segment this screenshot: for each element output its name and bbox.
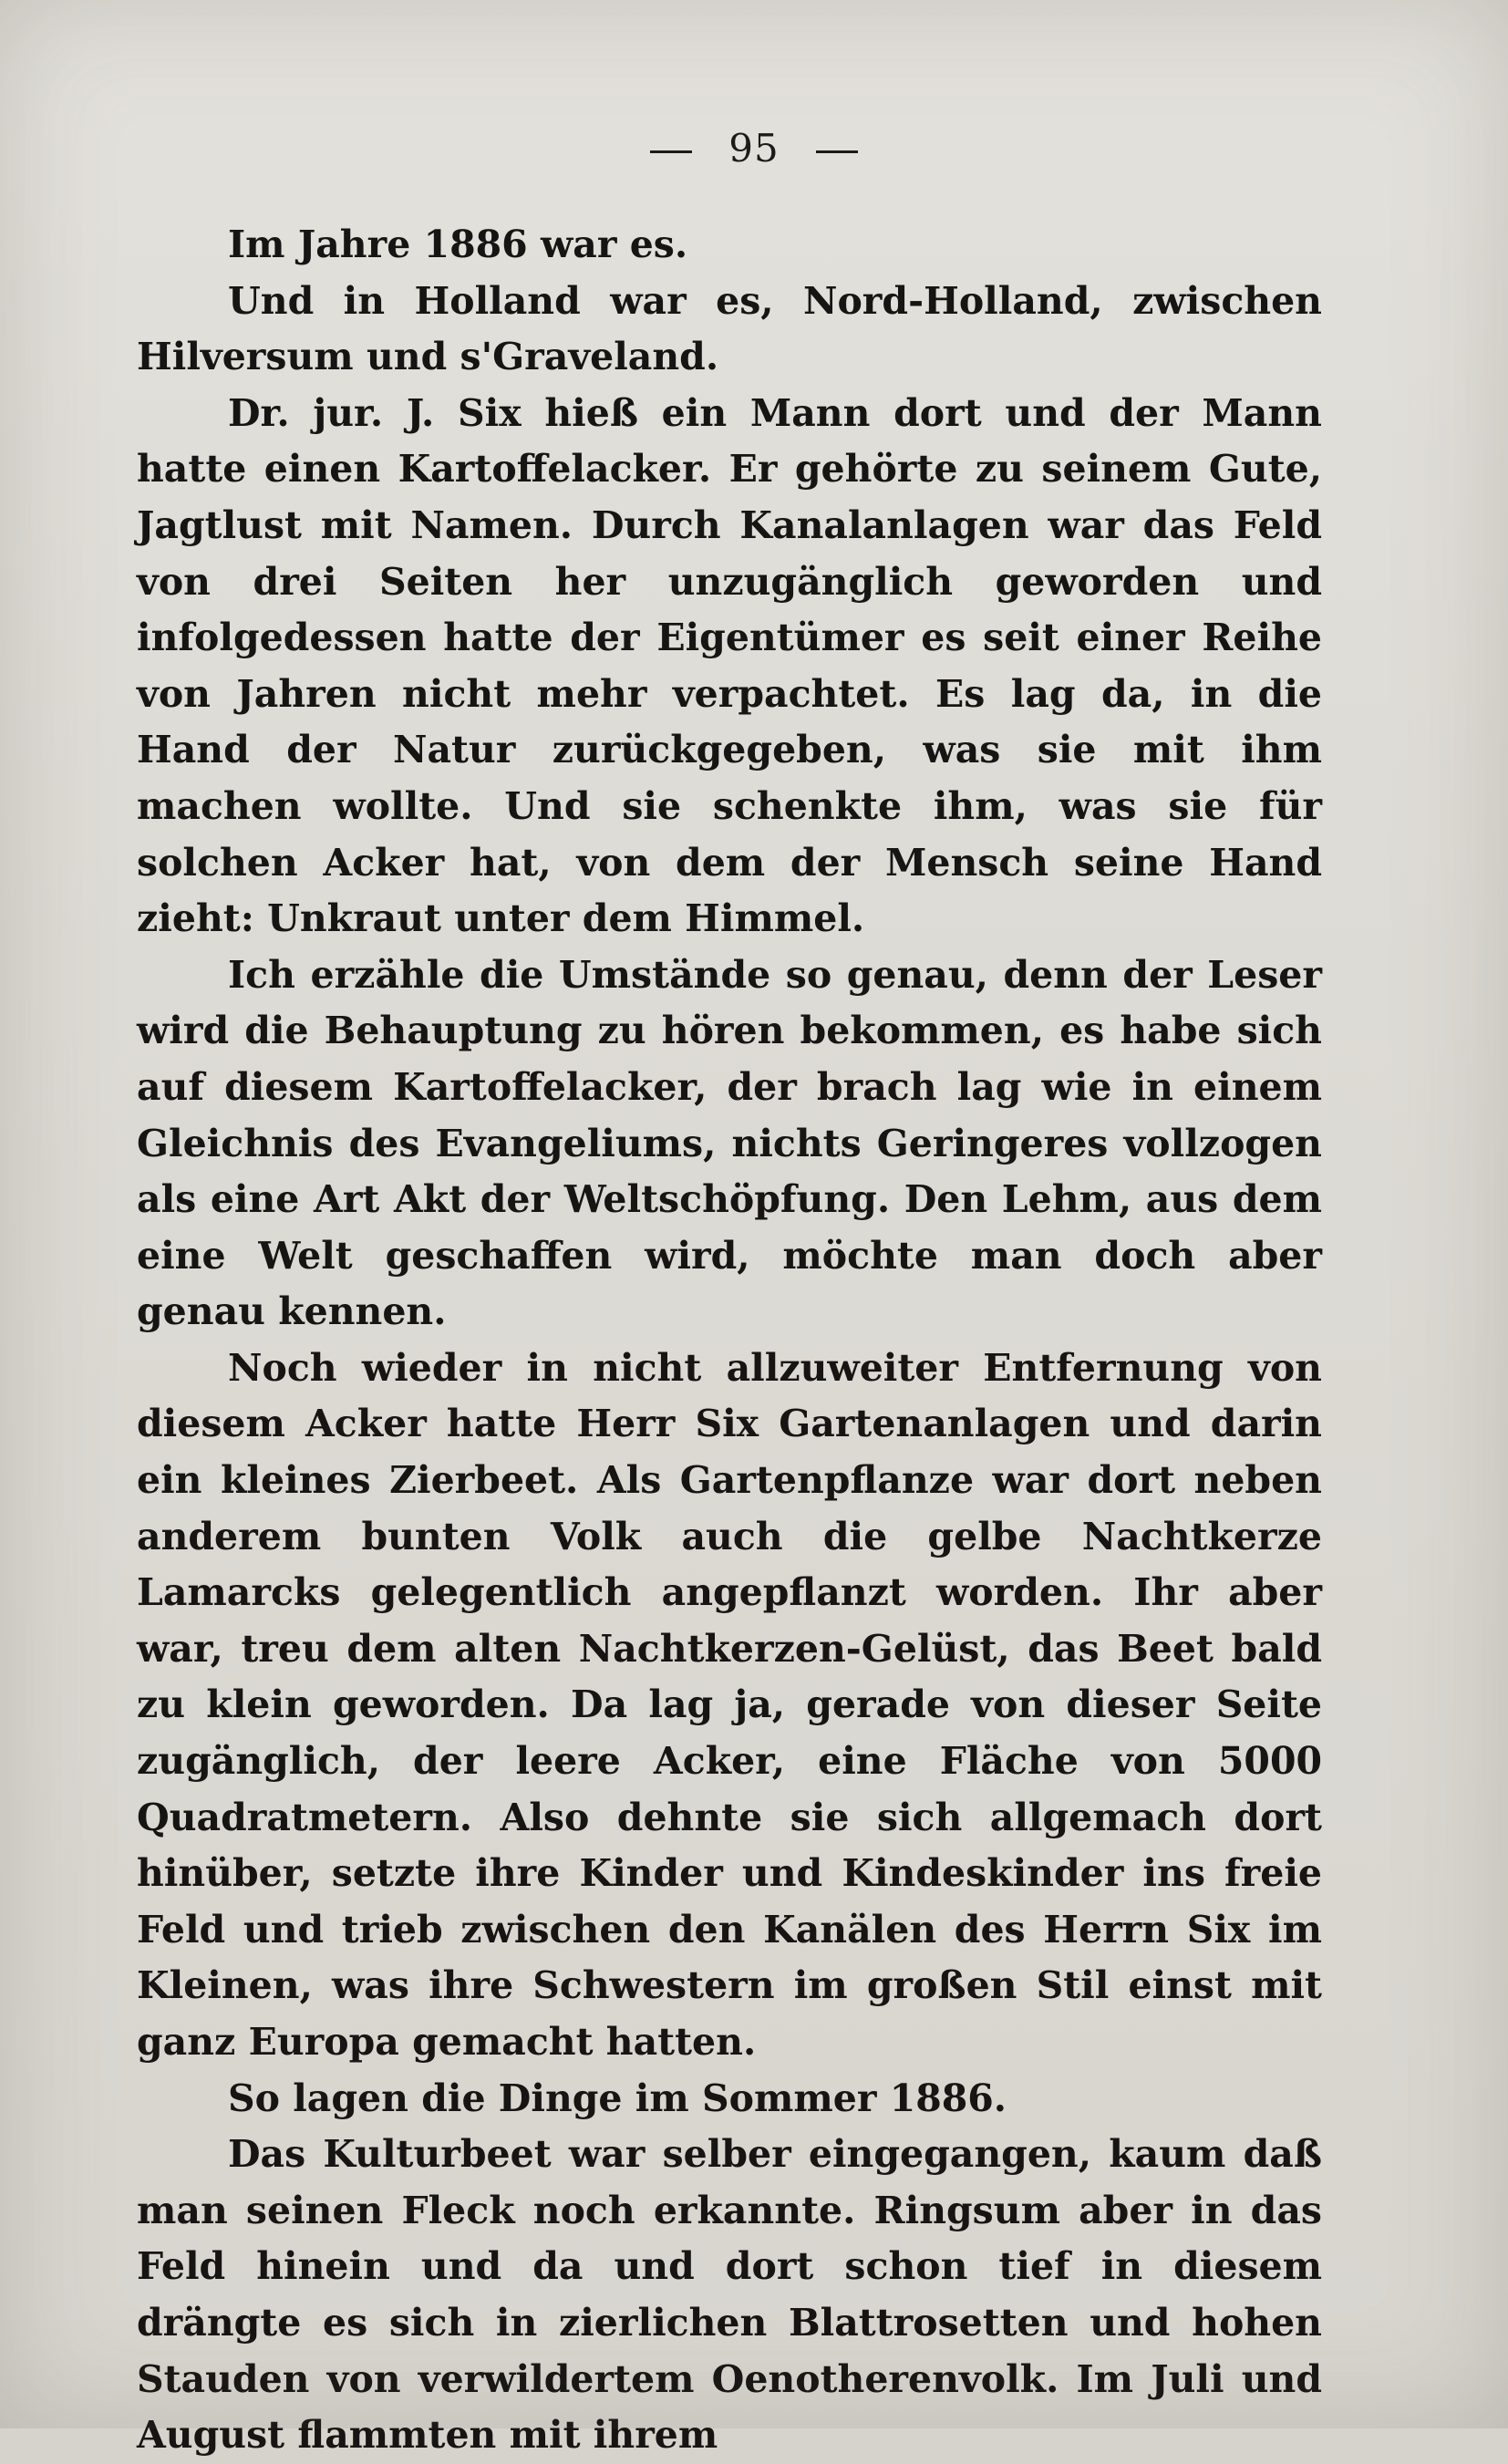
body-text [137, 217, 1322, 2464]
paragraph: Das Kulturbeet war selber eingegangen, kaum daß man seinen Fleck noch erkannte. Ringsum aber in das Feld hinein und da und dort schon tief in diesem drängte es sich in zierlichen Blattrosetten und hohen Stauden von verwildertem Oenotherenvolk. Im Juli und August flammten mit ihrem [137, 2132, 1322, 2458]
paragraph: Und in Holland war es, Nord-Holland, zwischen Hilversum und s'Graveland. [137, 278, 1322, 379]
left-dash [650, 150, 692, 153]
paragraph: So lagen die Dinge im Sommer 1886. [228, 2076, 1007, 2120]
page-number: 95 [728, 126, 780, 171]
paragraph: Ich erzähle die Umstände so genau, denn der Leser wird die Behauptung zu hören bekommen, es habe sich auf diesem Kartoffelacker, der brach lag wie in einem Gleichnis des Evangeliums, nichts Geringeres vollzogen als eine Art Akt der Weltschöpfung. Den Lehm, aus dem eine Welt geschaffen wird, möchte man doch aber genau kennen. [137, 952, 1322, 1334]
paragraph: Dr. jur. J. Six hieß ein Mann dort und der Mann hatte einen Kartoffelacker. Er gehörte zu seinem Gute, Jagtlust mit Namen. Durch Kanalanlagen war das Feld von drei Seiten her unzugänglich geworden und infolgedessen hatte der Eigentümer es seit einer Reihe von Jahren nicht mehr verpachtet. Es lag da, in die Hand der Natur zurückgegeben, was sie mit ihm machen wollte. Und sie schenkte ihm, was sie für solchen Acker hat, von dem der Mensch seine Hand zieht: Unkraut unter dem Himmel. [137, 390, 1322, 941]
paragraph: Im Jahre 1886 war es. [228, 223, 688, 266]
right-dash [816, 150, 858, 153]
page-number-header [0, 126, 1508, 171]
paragraph: Noch wieder in nicht allzuweiter Entfernung von diesem Acker hatte Herr Six Gartenanlagen und darin ein kleines Zierbeet. Als Gartenpflanze war dort neben anderem bunten Volk auch die gelbe Nachtkerze Lamarcks gelegentlich angepflanzt worden. Ihr aber war, treu dem alten Nachtkerzen-Gelüst, das Beet bald zu klein geworden. Da lag ja, gerade von dieser Seite zugänglich, der leere Acker, eine Fläche von 5000 Quadratmetern. Also dehnte sie sich allgemach dort hinüber, setzte ihre Kinder und Kindeskinder ins freie Feld und trieb zwischen den Kanälen des Herrn Six im Kleinen, was ihre Schwestern im großen Stil einst mit ganz Europa gemacht hatten. [137, 1345, 1322, 2064]
